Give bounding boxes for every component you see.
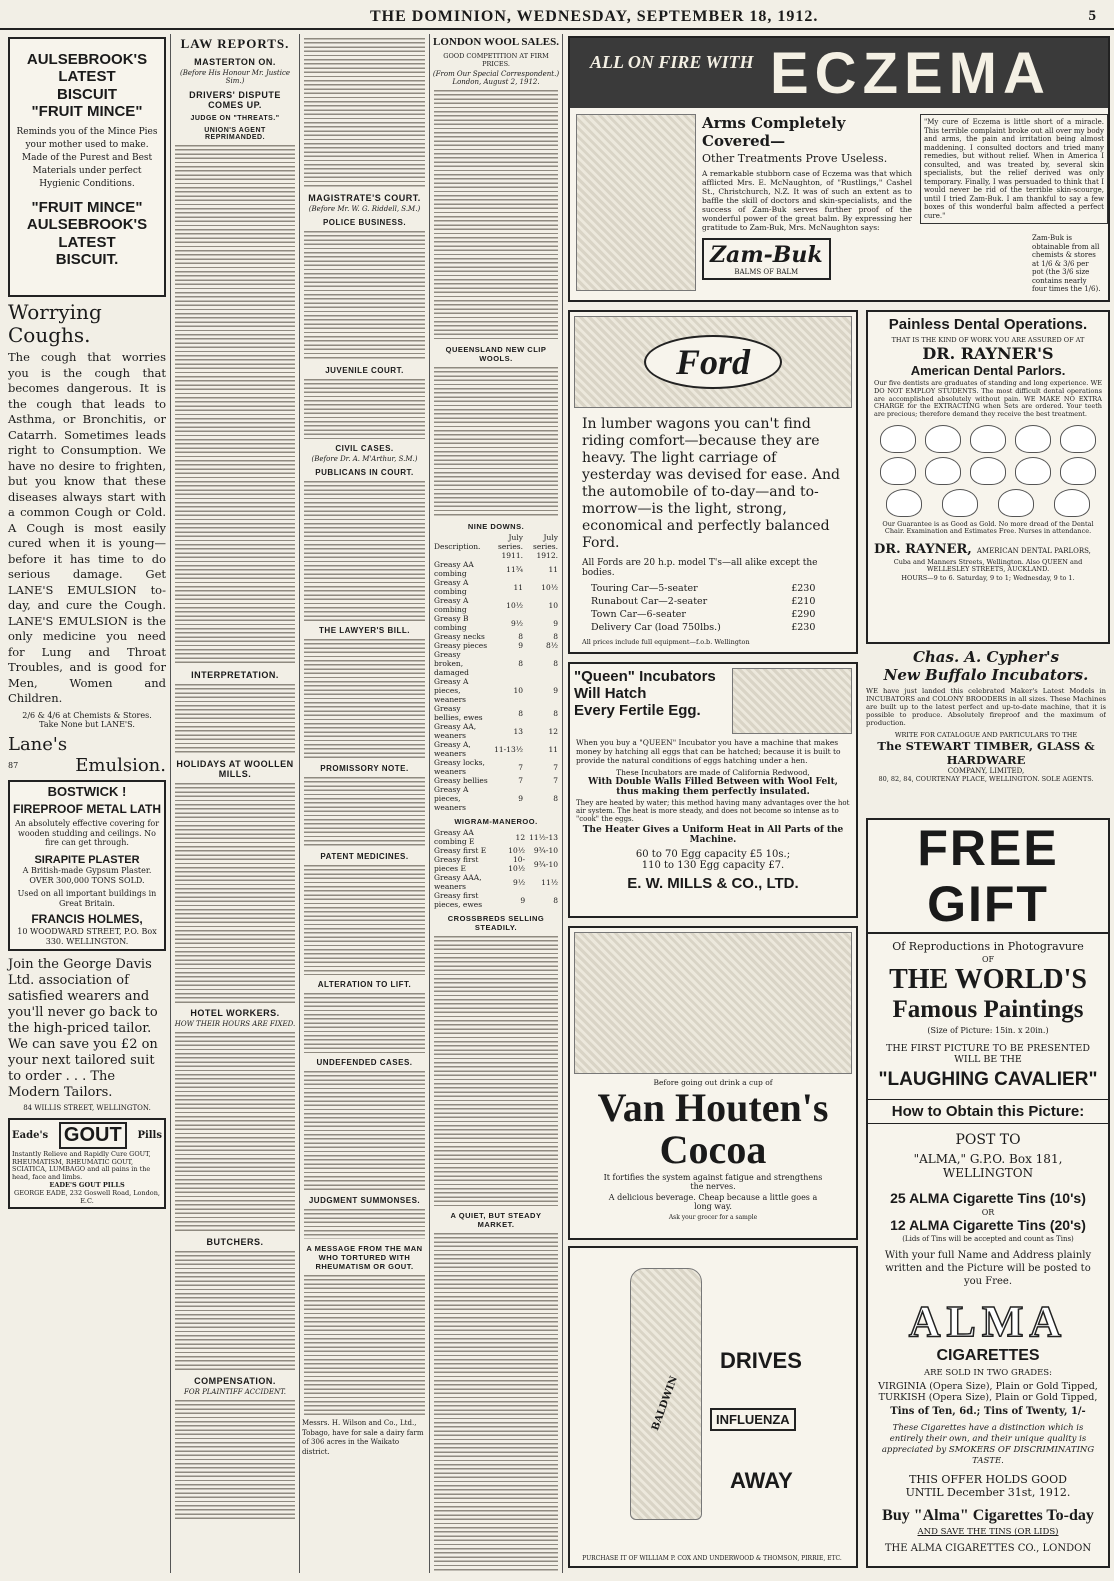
table-cell: 10½ xyxy=(508,846,526,855)
section-heading: JUDGE ON "THREATS." xyxy=(190,115,280,122)
zam-buk-sidebar: Zam-Buk is obtainable from all chemists & stores at 1/6 & 3/6 per pot (the 3/6 size contains nearly four times the 1/6). xyxy=(1032,234,1101,293)
article-body-text xyxy=(304,231,425,361)
gift-orr: OR xyxy=(981,1208,995,1217)
gift-buy: Buy "Alma" Cigarettes To-day xyxy=(882,1507,1094,1524)
gift-size: (Size of Picture: 15in. x 20in.) xyxy=(927,1026,1049,1035)
law-reports-title: LAW REPORTS. xyxy=(180,36,290,51)
table-cell: 7 xyxy=(518,762,523,772)
ford-logo: Ford xyxy=(644,335,782,389)
table-cell: 9 xyxy=(553,618,558,628)
table-cell: 7 xyxy=(553,762,558,772)
section-heading: A MESSAGE FROM THE MAN WHO TORTURED WITH RHEUMATISM OR GOUT. xyxy=(306,1244,423,1271)
cypher-firm: The STEWART TIMBER, GLASS & HARDWARE xyxy=(877,739,1095,767)
gift-address: "ALMA," G.P.O. Box 181, WELLINGTON xyxy=(913,1152,1063,1180)
cypher-firm2: COMPANY, LIMITED, xyxy=(947,767,1025,775)
gift-tins2: 12 ALMA Cigarette Tins (20's) xyxy=(890,1217,1086,1233)
eczema-banner-2: ECZEMA xyxy=(770,41,1051,106)
table-cell: Greasy locks, weaners xyxy=(434,758,485,776)
table-header-cell: Description. xyxy=(434,542,481,551)
section-heading: INTERPRETATION. xyxy=(191,670,279,680)
table-cell: £230 xyxy=(791,583,816,594)
cocoa-body2: A delicious beverage. Cheap because a little goes a long way. xyxy=(608,1193,818,1211)
table-cell: Greasy necks xyxy=(434,632,485,641)
table-cell: Greasy pieces xyxy=(434,641,488,650)
table-row xyxy=(590,608,830,621)
masthead xyxy=(0,4,1114,30)
table-row xyxy=(432,855,560,873)
table-row xyxy=(432,785,560,812)
queen-heater: The Heater Gives a Uniform Heat in All Parts of the Machine. xyxy=(582,825,844,845)
article-body-text xyxy=(304,1071,425,1191)
table-cell: 11¾ xyxy=(506,564,523,574)
table-cell: Greasy A combing xyxy=(434,578,469,596)
table-row xyxy=(432,776,560,785)
article-body-text xyxy=(175,684,295,754)
table-cell: 8 xyxy=(553,632,558,641)
table-row xyxy=(432,614,560,632)
gift-until: UNTIL December 31st, 1912. xyxy=(905,1486,1071,1499)
table-cell: 11½ xyxy=(541,877,558,887)
table-cell: 12 xyxy=(515,832,526,842)
bostwick-desc: An absolutely effective covering for wooden studding and ceilings. No fire can get through. xyxy=(14,819,160,848)
table-row xyxy=(432,891,560,909)
ford-agents xyxy=(570,652,856,654)
table-header xyxy=(432,533,560,560)
alma-cigarettes: CIGARETTES xyxy=(936,1347,1040,1364)
article-body-text xyxy=(304,481,425,621)
section-heading: ALTERATION TO LIFT. xyxy=(317,980,412,989)
table-cell: Greasy first pieces, ewes xyxy=(434,891,483,909)
queen-title2: Will Hatch xyxy=(574,685,647,702)
ford-price-list xyxy=(590,582,830,634)
cypher-incubators-ad xyxy=(866,648,1106,808)
section-subheading: (Before Dr. A. M'Arthur, S.M.) xyxy=(311,455,418,463)
alma-turkish: TURKISH (Opera Size), Plain or Gold Tipped, xyxy=(878,1392,1098,1403)
zam-buk-eczema-ad xyxy=(568,36,1110,302)
table-cell: Touring Car—5-seater xyxy=(591,583,698,594)
eczema-subheading: Other Treatments Prove Useless. xyxy=(702,152,888,165)
table-cell: Town Car—6-seater xyxy=(591,609,686,620)
table-cell: 12 xyxy=(548,726,558,736)
gift-offer: THIS OFFER HOLDS GOOD xyxy=(909,1473,1067,1486)
table-cell: 11 xyxy=(548,564,558,574)
section-heading: PATENT MEDICINES. xyxy=(320,852,409,861)
alma-logo: ALMA xyxy=(908,1297,1068,1346)
table-cell: £210 xyxy=(791,596,816,607)
cocoa-brand: Van Houten's xyxy=(597,1085,829,1130)
table-cell: 11½-13 xyxy=(529,832,558,842)
aulsebrook-line: LATEST xyxy=(58,233,116,251)
ford-copy: In lumber wagons you can't find riding comfort—because they are heavy. The light carriage of yesterday was devised for ease. And the automobile of to-day—and to-morrow—is the light, strong, economical and perfectly balanced Ford. xyxy=(582,416,840,551)
lanes-emulsion-ad xyxy=(8,301,166,776)
bottle-brand2: INFLUENZA xyxy=(710,1408,796,1431)
cypher-body: WE have just landed this celebrated Maker's Latest Models in INCUBATORS and COLONY BROODERS in all sizes. These Machines are built up to the latest perfect and up-to-date machine, that it is possible to produce. Absolutely fireproof and the maximum of production. xyxy=(866,687,1106,727)
table-cell: Greasy broken, damaged xyxy=(434,650,469,677)
dental-name2: DR. RAYNER, xyxy=(874,541,972,557)
lanes-brand: Lane's xyxy=(8,733,68,755)
van-houtens-cocoa-ad xyxy=(568,926,858,1240)
article-body-text xyxy=(175,1400,295,1520)
table-cell: 9 xyxy=(518,641,523,650)
article-body-text xyxy=(304,1275,425,1415)
george-davis-ad xyxy=(8,957,166,1112)
alma-free-gift-ad xyxy=(866,818,1110,1568)
table-cell: 7 xyxy=(553,776,558,785)
section-heading: COMPENSATION. xyxy=(194,1376,276,1386)
table-cell: Greasy AA, weaners xyxy=(434,722,477,740)
farm-notice: Messrs. H. Wilson and Co., Ltd., Tobago, have for sale a dairy farm of 306 acres in the Waikato district. xyxy=(302,1419,424,1456)
table-cell: 8 xyxy=(553,708,558,718)
bostwick-used: Used on all important buildings in Great Britain. xyxy=(17,889,157,908)
aulsebrook-line: BISCUIT xyxy=(57,85,117,103)
table-cell: 8 xyxy=(553,794,558,803)
table-row xyxy=(432,828,560,846)
aulsebrook-line: "FRUIT MINCE" xyxy=(31,102,143,120)
section-heading: UNDEFENDED CASES. xyxy=(316,1058,413,1067)
table-header-cell: July series. 1912. xyxy=(533,533,558,560)
bostwick-ad xyxy=(8,780,166,952)
article-body-text xyxy=(304,1209,425,1239)
wool-price-table-2 xyxy=(432,828,560,909)
aulsebrook-line: AULSEBROOK'S xyxy=(26,51,148,68)
section-heading: BUTCHERS. xyxy=(206,1237,264,1247)
bostwick-addr: 10 WOODWARD STREET, P.O. Box 330. WELLINGTON. xyxy=(17,927,157,946)
article-body-text xyxy=(304,379,425,439)
table-row xyxy=(432,758,560,776)
queen-incubators-ad xyxy=(568,662,858,918)
wool-sales-title: LONDON WOOL SALES. xyxy=(432,36,560,48)
zam-buk-logo: Zam-Buk xyxy=(710,242,823,268)
table-cell: 10½ xyxy=(506,600,523,610)
eczema-body: A remarkable stubborn case of Eczema was that which afflicted Mrs. E. McNaughton, of "Rustlings," Cashel St., Christchurch, N.Z. It was of such an extent as to baffle the skill of doctors and skin-specialists, and the success of Zam-Buk serves further proof of the wonderful power of the great balm. By expressing her gratitude to Zam-Buk, Mrs. McNaughton says: xyxy=(702,169,912,232)
article-body-text xyxy=(175,145,295,665)
table-row xyxy=(590,621,830,634)
queen-title3: Every Fertile Egg. xyxy=(574,702,701,719)
gift-company: THE ALMA CIGARETTES CO., LONDON xyxy=(884,1543,1092,1554)
article-body-text xyxy=(434,90,558,340)
gift-how: How to Obtain this Picture: xyxy=(868,1099,1108,1124)
zam-buk-tag: BALMS OF BALM xyxy=(734,268,799,276)
section-subheading: HOW THEIR HOURS ARE FIXED. xyxy=(174,1020,296,1028)
table-cell: 9 xyxy=(553,686,558,695)
table-cell: Greasy AA combing xyxy=(434,560,474,578)
wool-price-table xyxy=(432,533,560,812)
table-cell: Greasy AAA, weaners xyxy=(434,873,482,891)
table-row xyxy=(432,641,560,650)
dental-address: Cuba and Manners Streets, Wellington. Also QUEEN and WELLESLEY STREETS, AUCKLAND. xyxy=(893,557,1083,574)
section-heading: PUBLICANS IN COURT. xyxy=(315,468,414,477)
eczema-heading: Arms Completely Covered— xyxy=(702,114,846,150)
article-body-text xyxy=(304,639,425,759)
dentures-illustration xyxy=(868,421,1108,521)
article-body-text xyxy=(434,936,558,1206)
section-subheading: (Before Mr. W. G. Riddell, S.M.) xyxy=(308,205,421,213)
table-cell: Greasy B combing xyxy=(434,614,469,632)
article-body-text xyxy=(304,777,425,847)
eade-right: Pills xyxy=(137,1130,162,1142)
cocoa-body: It fortifies the system against fatigue and strengthens the nerves. xyxy=(603,1173,823,1191)
gift-lids: (Lids of Tins will be accepted and count as Tins) xyxy=(902,1235,1074,1243)
alma-grades: ARE SOLD IN TWO GRADES: xyxy=(923,1368,1052,1378)
gift-world: THE WORLD'S xyxy=(889,964,1087,995)
alma-tins: Tins of Ten, 6d.; Tins of Twenty, 1/- xyxy=(890,1406,1086,1417)
table-cell: Greasy AA combing E xyxy=(434,828,475,846)
cocoa-brand2: Cocoa xyxy=(659,1127,767,1172)
article-body-text xyxy=(304,38,425,188)
table-row xyxy=(590,595,830,608)
section-heading: UNION'S AGENT REPRIMANDED. xyxy=(204,127,266,141)
gift-tins1: 25 ALMA Cigarette Tins (10's) xyxy=(890,1190,1086,1206)
gift-picture: "LAUGHING CAVALIER" xyxy=(878,1069,1098,1090)
article-body-text xyxy=(434,1233,558,1573)
ford-note: All Fords are 20 h.p. model T's—all alike except the bodies. xyxy=(582,558,818,578)
table-cell: 11-13½ xyxy=(494,744,523,754)
table-row xyxy=(432,704,560,722)
eade-addr: GEORGE EADE, 232 Goswell Road, London, E.C. xyxy=(14,1189,160,1206)
eczema-banner-1: ALL ON FIRE WITH xyxy=(590,52,754,72)
section-heading: MASTERTON ON. xyxy=(194,57,276,67)
table-cell: Greasy A, weaners xyxy=(434,740,471,758)
page-number: 5 xyxy=(1088,8,1096,24)
table-cell: 9½ xyxy=(513,877,526,887)
section-heading: A QUIET, BUT STEADY MARKET. xyxy=(450,1211,542,1229)
section-heading: POLICE BUSINESS. xyxy=(322,218,407,227)
lanes-price: 2/6 & 4/6 at Chemists & Stores. xyxy=(22,710,152,720)
section-heading: CIVIL CASES. xyxy=(335,444,394,453)
table-cell: 8 xyxy=(553,895,558,905)
column-2-law-reports xyxy=(173,34,297,1573)
table-cell: 8 xyxy=(518,632,523,641)
table-cell: Greasy first pieces E xyxy=(434,855,479,873)
section-heading: JUDGMENT SUMMONSES. xyxy=(308,1196,421,1205)
queen-price-2: 110 to 130 Egg capacity £7. xyxy=(641,860,785,871)
newspaper-title: THE DOMINION, WEDNESDAY, SEPTEMBER 18, 1912. xyxy=(370,8,819,25)
table-cell: 9½ xyxy=(510,618,523,628)
aulsebrook-body: Reminds you of the Mince Pies your mother used to make. Made of the Purest and Best Materials under perfect Hygienic Conditions. xyxy=(16,127,158,189)
gift-or: OF xyxy=(981,955,995,964)
table-cell: 8 xyxy=(518,708,523,718)
bostwick-desc2: A British-made Gypsum Plaster. OVER 300,000 TONS SOLD. xyxy=(22,866,152,885)
davis-addr: 84 WILLIS STREET, WELLINGTON. xyxy=(23,1104,151,1113)
queen-firm: E. W. MILLS & CO., LTD. xyxy=(627,875,799,892)
davis-body: Join the George Davis Ltd. association of satisfied wearers and you'll never go back to the high-priced tailor. We can save you £2 on your next tailored suit to order . . . The Modern Tailors. xyxy=(8,957,158,1101)
table-cell: Greasy A combing xyxy=(434,596,469,614)
incubator-illustration xyxy=(732,668,852,734)
section-heading: QUEENSLAND NEW CLIP WOOLS. xyxy=(445,345,547,363)
column-4-wool-sales xyxy=(432,34,560,1573)
dental-name: DR. RAYNER'S xyxy=(922,344,1054,363)
baldwin-remedy-ad xyxy=(568,1246,858,1568)
dental-body: Our five dentists are graduates of standing and long experience. WE DO NOT EMPLOY STUDENTS. The most difficult dental operations are accomplished absolutely without pain. WE MAKE NO EXTRA CHARGE for the EXTRACTING when Sets are ordered. Your teeth are precious; therefore demand they receive the best treatment. xyxy=(874,379,1102,419)
table-cell: 13 xyxy=(513,726,523,736)
table-cell: Runabout Car—2-seater xyxy=(591,596,708,607)
section-heading: HOTEL WORKERS. xyxy=(190,1008,280,1018)
section-heading: PROMISSORY NOTE. xyxy=(320,764,409,773)
table-cell: 8 xyxy=(518,659,523,668)
bottle-brand3: AWAY xyxy=(730,1468,793,1493)
dental-parlors: American Dental Parlors. xyxy=(910,363,1066,378)
eade-sub: EADE'S GOUT PILLS xyxy=(49,1181,125,1190)
queen-bold: With Double Walls Filled Between with Wool Felt, thus making them perfectly insulated. xyxy=(588,777,838,797)
ford-price-note: All prices include full equipment—f.o.b. Wellington xyxy=(582,638,750,646)
section-heading: NINE DOWNS. xyxy=(467,522,525,531)
table-cell: 8 xyxy=(553,659,558,668)
gift-save: AND SAVE THE TINS (OR LIDS) xyxy=(917,1527,1059,1537)
lanes-brand2: Emulsion. xyxy=(75,754,166,776)
table-row xyxy=(432,740,560,758)
lanes-note: Take None but LANE'S. xyxy=(39,720,135,729)
queen-line: These Incubators are made of California Redwood, xyxy=(616,768,810,777)
queen-price-1: 60 to 70 Egg capacity £5 10s.; xyxy=(635,849,791,860)
table-cell: 10 xyxy=(513,686,523,695)
table-cell: Greasy first E xyxy=(434,846,487,855)
alma-virginia: VIRGINIA (Opera Size), Plain or Gold Tipped, xyxy=(878,1381,1098,1392)
table-row xyxy=(432,560,560,578)
ford-ad xyxy=(568,310,858,654)
table-row xyxy=(432,873,560,891)
cypher-address: 80, 82, 84, COURTENAY PLACE, WELLINGTON. SOLE AGENTS. xyxy=(878,775,1094,783)
table-cell: 9¾-10 xyxy=(533,846,558,855)
dr-rayner-dental-ad xyxy=(866,310,1110,644)
article-body-text xyxy=(434,367,558,517)
section-heading: WIGRAM-MANEROO. xyxy=(454,817,538,826)
table-cell: Greasy A pieces, weaners xyxy=(434,785,469,812)
eade-body: Instantly Relieve and Rapidly Cure GOUT, RHEUMATISM, RHEUMATIC GOUT, SCIATICA, LUMBAGO and all pains in the head, face and limbs. xyxy=(12,1150,151,1181)
bostwick-product: FIREPROOF METAL LATH xyxy=(13,802,161,817)
table-row xyxy=(432,677,560,704)
aulsebrook-ad xyxy=(8,37,166,297)
queen-body: When you buy a "QUEEN" Incubator you have a machine that makes money by hatching all eggs that can be hatched; because it is built to provide the natural conditions of eggs hatching under a hen. xyxy=(576,738,841,765)
table-cell: 10-10½ xyxy=(508,855,526,873)
dental-guarantee: Our Guarantee is as Good as Gold. No more dread of the Dental Chair. Examination and Estimates Free. Nurses in attendance. xyxy=(882,519,1094,536)
table-cell: 11 xyxy=(513,582,523,592)
cypher-title2: New Buffalo Incubators. xyxy=(883,666,1089,684)
article-body-text xyxy=(175,783,295,1003)
table-row xyxy=(432,846,560,855)
lanes-num: 87 xyxy=(8,760,19,770)
section-heading: DRIVERS' DISPUTE COMES UP. xyxy=(189,90,281,110)
section-heading: MAGISTRATE'S COURT. xyxy=(308,193,421,203)
eczema-testimonial: "My cure of Eczema is little short of a miracle. This terrible complaint broke out all over my body and arms, the pain and irritation being almost maddening. I consulted doctors and tried many remedies, but without relief. When in America I consulted, and was treated by, several skin specialists, but the relief derived was only temporary. Finally, I was persuaded to think that I would never be rid of the terrible skin-scourge, until I tried Zam-Buk. I am thankful to say a few boxes of this wonderful balm affected a perfect cure." xyxy=(920,114,1108,224)
dental-title: Painless Dental Operations. xyxy=(888,316,1088,333)
table-cell: 10½ xyxy=(541,582,558,592)
bottle-label: BALDWIN xyxy=(650,1374,680,1433)
table-row xyxy=(432,650,560,677)
table-row xyxy=(590,582,830,595)
aulsebrook-line: BISCUIT. xyxy=(55,250,119,268)
section-subheading: FOR PLAINTIFF ACCIDENT. xyxy=(183,1388,286,1396)
bottle-brand: DRIVES xyxy=(720,1348,802,1373)
gift-title: FREE GIFT xyxy=(868,820,1108,934)
gift-of: Of Reproductions in Photogravure xyxy=(892,940,1084,953)
article-body-text xyxy=(175,1032,295,1232)
aulsebrook-line: AULSEBROOK'S xyxy=(26,216,148,234)
article-body-text xyxy=(175,1251,295,1371)
table-cell: 9 xyxy=(520,895,526,905)
table-cell: Greasy bellies, ewes xyxy=(434,704,483,722)
lanes-title: Worrying Coughs. xyxy=(8,300,102,347)
column-1-ads xyxy=(6,34,168,1573)
gift-post: POST TO xyxy=(955,1132,1021,1148)
table-row xyxy=(432,596,560,614)
bostwick-title: BOSTWICK ! xyxy=(47,783,127,799)
article-body-text xyxy=(304,993,425,1053)
table-row xyxy=(432,632,560,641)
gift-with: With your full Name and Address plainly written and the Picture will be posted to you Free. xyxy=(884,1250,1092,1287)
bostwick-product2: SIRAPITE PLASTER xyxy=(34,853,140,866)
lanes-body: The cough that worries you is the cough that becomes dangerous. It is the cough that leads to Asthma, or Bronchitis, or Catarrh. Sometimes leads right to Consumption. We have no desire to frighten, but you know that these diseases always start with a common Cough or Cold. A Cough is most easily cured when it is young—before it has time to do serious damage. Get LANE'S EMULSION to-day, and cure the Cough. LANE'S EMULSION is the only medicine you need for Lung and Throat Troubles, and is good for Men, Women and Children. xyxy=(8,350,166,705)
dental-name2-sub: AMERICAN DENTAL PARLORS, xyxy=(976,546,1091,555)
cocoa-small: Ask your grocer for a sample xyxy=(668,1214,758,1221)
section-heading: THE LAWYER'S BILL. xyxy=(319,626,410,635)
article-body-text xyxy=(304,865,425,975)
table-cell: £290 xyxy=(791,609,816,620)
dental-line1: THAT IS THE KIND OF WORK YOU ARE ASSURED OF AT xyxy=(891,336,1085,344)
wool-subtitle: GOOD COMPETITION AT FIRM PRICES. xyxy=(443,52,549,68)
aulsebrook-line: LATEST xyxy=(58,68,116,86)
arm-illustration xyxy=(576,114,696,291)
table-cell: 8½ xyxy=(545,641,558,650)
table-row xyxy=(432,578,560,596)
table-cell: 11 xyxy=(548,744,558,754)
table-cell: 9 xyxy=(518,794,523,803)
column-3-magistrates-court xyxy=(302,34,427,1573)
section-subheading: (Before His Honour Mr. Justice Sim.) xyxy=(179,69,291,85)
table-cell: Greasy A pieces, weaners xyxy=(434,677,469,704)
cypher-title: Chas. A. Cypher's xyxy=(912,648,1060,666)
table-cell: Greasy bellies xyxy=(434,776,488,785)
eade-gout-pills-ad xyxy=(8,1118,166,1209)
gift-famous: Famous Paintings xyxy=(892,996,1084,1023)
dental-hours: HOURS—9 to 6. Saturday, 9 to 1; Wednesday, 9 to 1. xyxy=(901,573,1075,582)
aulsebrook-line: "FRUIT MINCE" xyxy=(31,199,143,216)
eade-left: Eade's xyxy=(12,1130,49,1142)
section-heading: JUVENILE COURT. xyxy=(325,366,404,375)
table-cell: 10 xyxy=(548,600,558,610)
queen-title: "Queen" Incubators xyxy=(574,668,716,685)
bostwick-firm: FRANCIS HOLMES, xyxy=(31,912,143,927)
table-header-cell: July series. 1911. xyxy=(498,533,523,560)
table-cell: 7 xyxy=(518,776,523,785)
table-cell: Delivery Car (load 750lbs.) xyxy=(591,622,721,633)
alma-distinction: These Cigarettes have a distinction which is entirely their own, and their unique quality is appreciated by SMOKERS OF DISCRIMINATING TASTE. xyxy=(881,1423,1095,1466)
table-cell: 9¾-10 xyxy=(533,859,558,869)
cocoa-drinker-illustration xyxy=(574,932,852,1074)
section-heading: CROSSBREDS SELLING STEADILY. xyxy=(447,914,545,932)
gift-first: THE FIRST PICTURE TO BE PRESENTED WILL BE THE xyxy=(885,1043,1090,1065)
bottle-footer: PURCHASE IT OF WILLIAM P. COX AND UNDERWOOD & THOMSON, PIRRIE, ETC. xyxy=(582,1555,842,1562)
section-heading: HOLIDAYS AT WOOLLEN MILLS. xyxy=(176,759,294,779)
queen-body2: They are heated by water; this method having many advantages over the hot air system. The heat is more steady, and does not become so intense as to "cook" the eggs. xyxy=(576,799,850,823)
wool-dateline: (From Our Special Correspondent.) London, August 2, 1912. xyxy=(432,70,560,86)
cocoa-top: Before going out drink a cup of xyxy=(653,1078,773,1087)
table-cell: £230 xyxy=(791,622,816,633)
eade-mid: GOUT xyxy=(59,1122,127,1149)
cypher-write: WRITE FOR CATALOGUE AND PARTICULARS TO THE xyxy=(894,731,1078,739)
table-row xyxy=(432,722,560,740)
